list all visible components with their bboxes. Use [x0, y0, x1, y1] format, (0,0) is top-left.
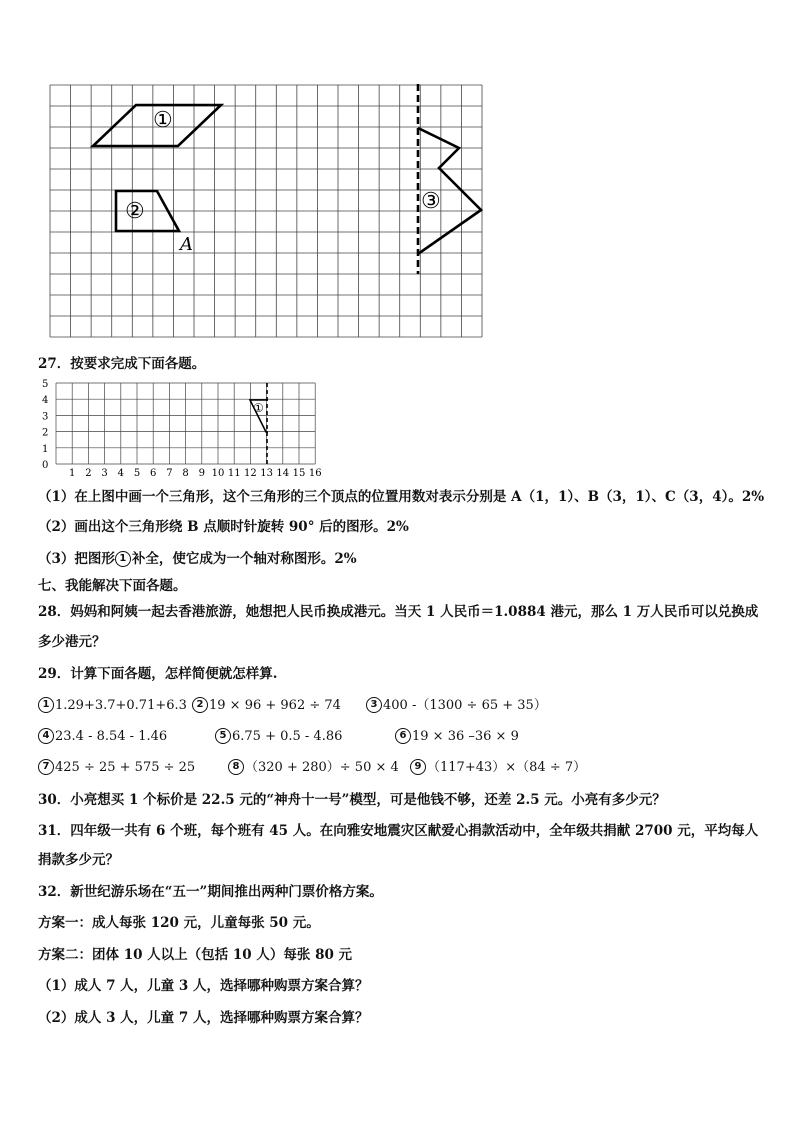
expression-5 — [215, 728, 342, 746]
circled-number: 2 — [192, 697, 208, 713]
expression-text: 19 × 96 + 962 ÷ 74 — [209, 698, 341, 713]
expression-text: 400 -（1300 ÷ 65 + 35） — [383, 698, 547, 713]
expression-8 — [228, 759, 399, 777]
x-tick-label: 3 — [101, 468, 108, 478]
x-tick-label: 11 — [227, 468, 241, 478]
circled-number: 6 — [395, 728, 411, 744]
grid-figure-1-svg — [49, 84, 483, 338]
y-tick-label: 0 — [42, 460, 49, 471]
x-tick-label: 5 — [133, 468, 141, 478]
coordinate-grid-lines — [56, 383, 315, 464]
circled-number: 7 — [38, 759, 54, 775]
point-a-label: A — [180, 234, 193, 255]
question-32-sub-1: （1）成人 7 人，儿童 3 人，选择哪种购票方案合算？ — [38, 978, 369, 994]
section-7-title: 七、我能解决下面各题。 — [38, 578, 187, 594]
y-tick-label: 5 — [42, 379, 49, 390]
expression-text: （320 + 280）÷ 50 × 4 — [245, 760, 399, 775]
question-32-plan-1: 方案一：成人每张 120 元，儿童每张 50 元。 — [38, 915, 320, 931]
part-3-prefix: （3）把图形 — [38, 551, 115, 567]
x-tick-label: 7 — [166, 468, 173, 478]
shape-1-label: ① — [153, 108, 173, 133]
question-32-title: 32．新世纪游乐场在“五一”期间推出两种门票价格方案。 — [38, 884, 383, 900]
expression-text: 19 × 36 –36 × 9 — [412, 729, 519, 744]
y-tick-label: 3 — [42, 411, 49, 423]
circled-number: 4 — [38, 728, 54, 744]
expression-6 — [395, 728, 519, 746]
expression-9 — [410, 759, 586, 777]
y-axis-tick-labels — [42, 379, 48, 471]
y-tick-label: 1 — [42, 443, 49, 455]
x-tick-label: 8 — [182, 468, 189, 478]
expression-text: 23.4 - 8.54 - 1.46 — [55, 729, 168, 744]
x-tick-label: 15 — [292, 468, 306, 478]
question-27-part-2: （2）画出这个三角形绕 B 点顺时针旋转 90° 后的图形。2% — [38, 519, 409, 535]
x-tick-label: 4 — [117, 468, 124, 478]
expression-text: 1.29+3.7+0.71+6.3 — [55, 698, 187, 713]
question-32-plan-2: 方案二：团体 10 人以上（包括 10 人）每张 80 元 — [38, 947, 353, 963]
x-tick-label: 10 — [211, 468, 225, 478]
shape-3-label: ③ — [421, 189, 441, 214]
question-27-title: 27．按要求完成下面各题。 — [38, 356, 206, 372]
part-3-suffix: 补全，使它成为一个轴对称图形。2% — [131, 551, 357, 567]
x-tick-label: 12 — [244, 468, 257, 478]
expression-3 — [366, 697, 547, 715]
circled-number: 5 — [215, 728, 231, 744]
expression-text: 425 ÷ 25 + 575 ÷ 25 — [55, 760, 196, 775]
circled-number: 1 — [38, 697, 54, 713]
circled-number: 9 — [410, 759, 426, 775]
x-axis-tick-labels — [69, 468, 322, 478]
expression-text: （117+43）×（84 ÷ 7） — [427, 760, 587, 775]
question-30: 30．小亮想买 1 个标价是 22.5 元的“神舟十一号”模型，可是他钱不够，还差 2.5 元。小亮有多少元？ — [38, 792, 666, 808]
circled-number: 3 — [366, 697, 382, 713]
shape-1-label-2: ① — [253, 401, 264, 415]
expression-4 — [38, 728, 167, 746]
question-31-line-2: 捐款多少元？ — [38, 852, 119, 868]
x-tick-label: 13 — [260, 468, 273, 478]
expression-7 — [38, 759, 195, 777]
x-tick-label: 2 — [85, 468, 92, 478]
question-28-line-2: 多少港元？ — [38, 634, 106, 650]
shape-2-label: ② — [125, 199, 145, 224]
question-27-part-3 — [38, 550, 357, 568]
circled-number-1: 1 — [115, 551, 131, 567]
question-32-sub-2: （2）成人 3 人，儿童 7 人，选择哪种购票方案合算？ — [38, 1010, 369, 1026]
question-31-line-1: 31．四年级一共有 6 个班，每个班有 45 人。在向雅安地震灾区献爱心捐款活动中，全年级共捐献 2700 元，平均每人 — [38, 823, 759, 839]
grid-figure-2 — [36, 376, 326, 478]
x-tick-label: 6 — [150, 468, 157, 478]
question-27-part-1: （1）在上图中画一个三角形，这个三角形的三个顶点的位置用数对表示分别是 A（1，1）、B（3，1）、C（3，4）。2% — [38, 489, 765, 505]
expression-2 — [192, 697, 341, 715]
grid-figure-2-svg — [36, 376, 326, 478]
y-tick-label: 2 — [42, 427, 49, 439]
circled-number: 8 — [228, 759, 244, 775]
x-tick-label: 16 — [308, 468, 322, 478]
x-tick-label: 1 — [69, 468, 76, 478]
question-28-line-1: 28．妈妈和阿姨一起去香港旅游，她想把人民币换成港元。当天 1 人民币＝1.0884 港元，那么 1 万人民币可以兑换成 — [38, 604, 759, 620]
y-tick-label: 4 — [42, 395, 49, 407]
x-tick-label: 14 — [276, 468, 290, 478]
question-29-title: 29．计算下面各题，怎样简便就怎样算. — [38, 666, 278, 682]
expression-1 — [38, 697, 187, 715]
grid-figure-1 — [49, 84, 483, 338]
x-tick-label: 9 — [198, 468, 205, 478]
expression-text: 6.75 + 0.5 - 4.86 — [232, 729, 343, 744]
